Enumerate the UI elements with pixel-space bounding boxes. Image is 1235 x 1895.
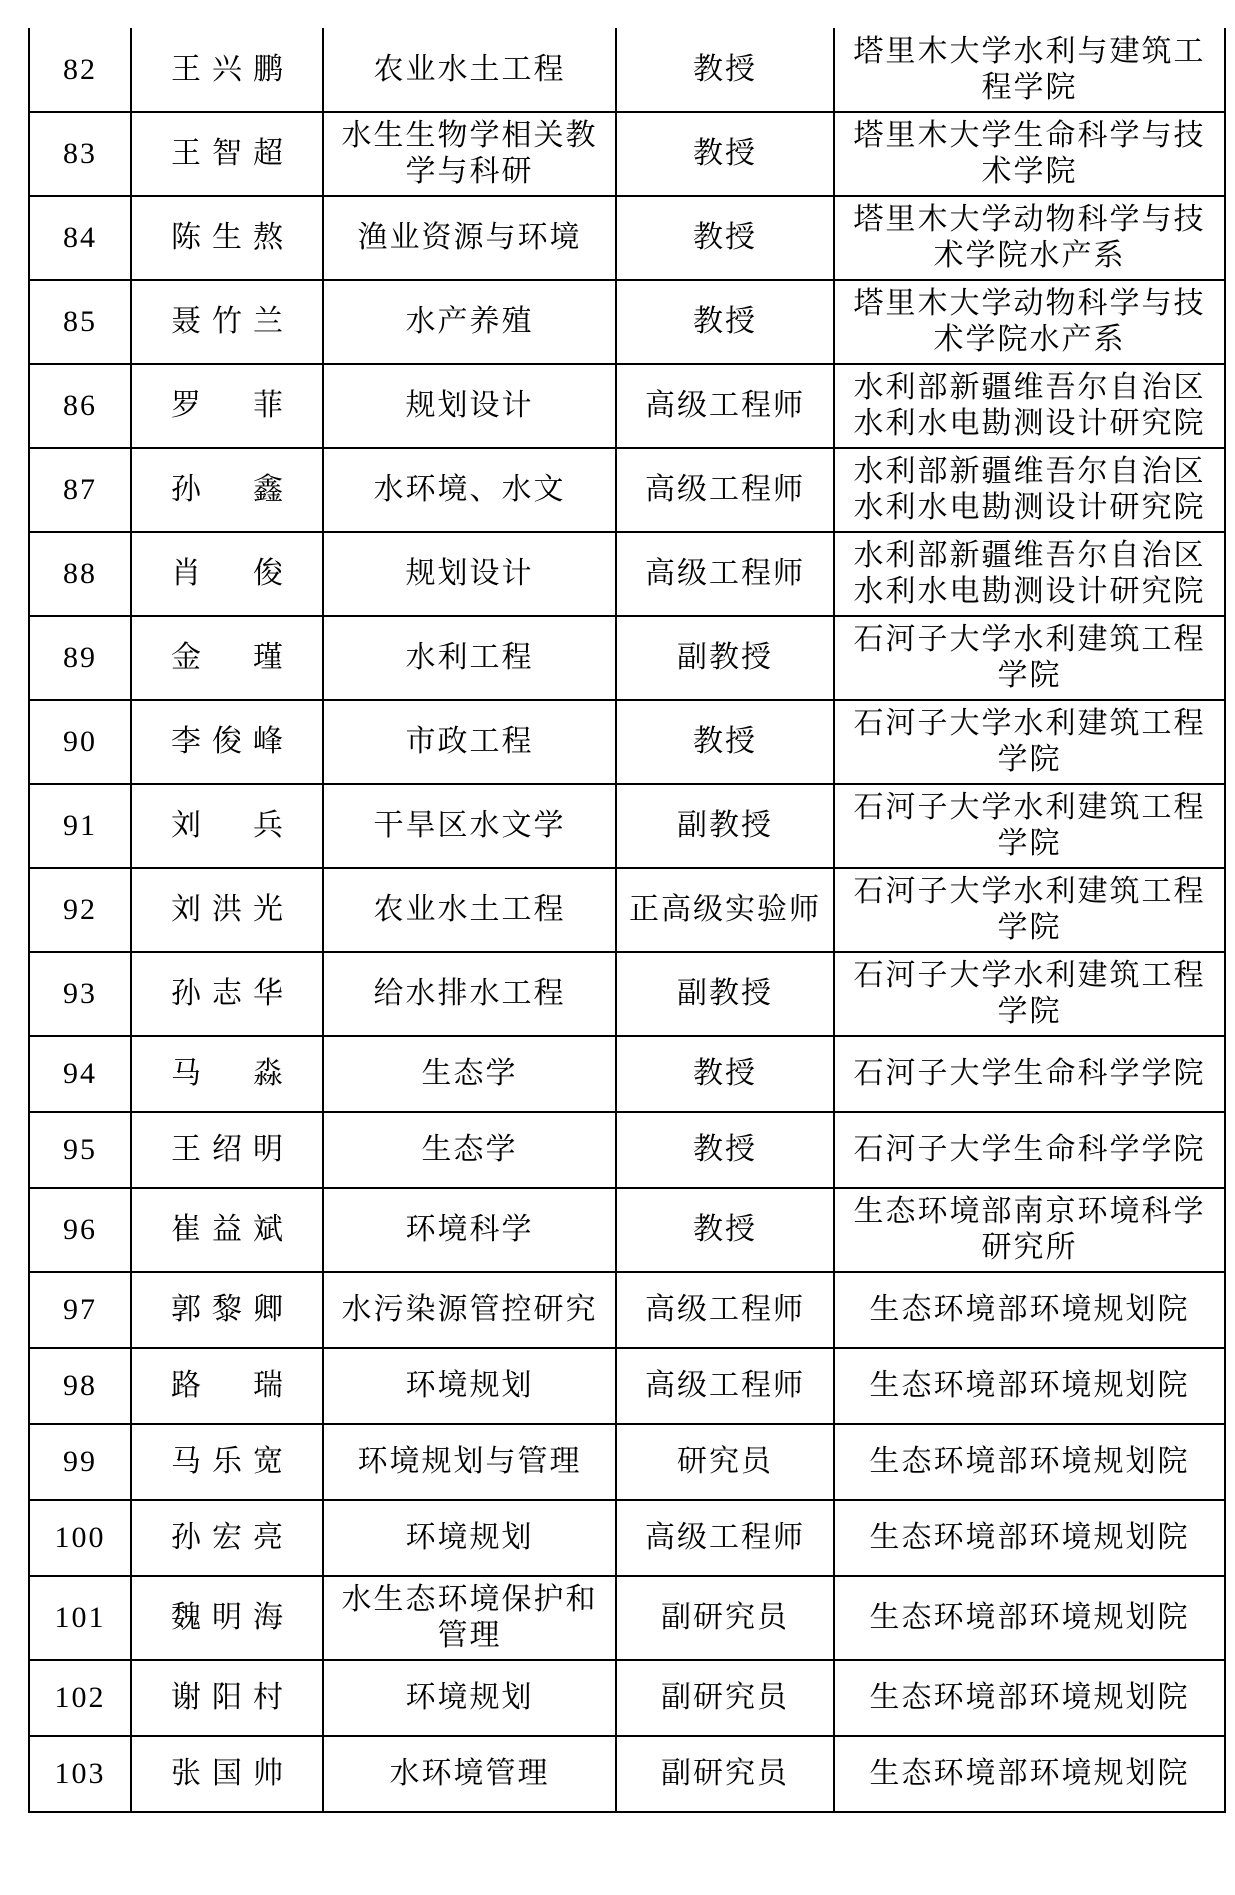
institution-text: 石河子大学水利建筑工程学院: [853, 707, 1206, 776]
table-row: [29, 1736, 1225, 1812]
cell-name: [131, 1576, 323, 1660]
institution-text: 石河子大学生命科学学院: [853, 1057, 1206, 1090]
institution-text: 生态环境部环境规划院: [869, 1757, 1190, 1790]
cell-institution: [834, 532, 1225, 616]
row-number-text: 92: [63, 893, 97, 926]
name-text: 孙志华: [171, 977, 294, 1010]
name-text: 崔益斌: [171, 1213, 294, 1246]
cell-row-number: [29, 1348, 131, 1424]
experts-table-body: [29, 28, 1225, 1812]
specialty-text: 干旱区水文学: [373, 809, 566, 842]
table-row: [29, 1424, 1225, 1500]
cell-institution: [834, 1660, 1225, 1736]
title-text: 教授: [693, 725, 757, 758]
cell-specialty: [323, 1188, 616, 1272]
row-number-text: 87: [63, 473, 97, 506]
name-text: 金 瑾: [171, 641, 294, 674]
cell-row-number: [29, 868, 131, 952]
specialty-text: 给水排水工程: [373, 977, 566, 1010]
cell-title: [616, 1424, 834, 1500]
cell-row-number: [29, 1112, 131, 1188]
cell-row-number: [29, 952, 131, 1036]
name-text: 孙 鑫: [171, 473, 294, 506]
title-text: 研究员: [677, 1445, 773, 1478]
cell-row-number: [29, 1576, 131, 1660]
name-text: 刘洪光: [171, 893, 294, 926]
cell-row-number: [29, 280, 131, 364]
row-number-text: 91: [63, 809, 97, 842]
cell-institution: [834, 1036, 1225, 1112]
title-text: 高级工程师: [645, 1293, 805, 1326]
row-number-text: 93: [63, 977, 97, 1010]
table-row: [29, 1500, 1225, 1576]
specialty-text: 环境规划与管理: [357, 1445, 582, 1478]
row-number-text: 84: [63, 221, 97, 254]
cell-specialty: [323, 532, 616, 616]
cell-specialty: [323, 1036, 616, 1112]
cell-name: [131, 1348, 323, 1424]
cell-institution: [834, 280, 1225, 364]
table-row: [29, 1272, 1225, 1348]
name-text: 罗 菲: [171, 389, 294, 422]
cell-title: [616, 1576, 834, 1660]
name-text: 马乐宽: [171, 1445, 294, 1478]
institution-text: 石河子大学生命科学学院: [853, 1133, 1206, 1166]
title-text: 教授: [693, 1133, 757, 1166]
row-number-text: 95: [63, 1133, 97, 1166]
cell-specialty: [323, 1500, 616, 1576]
title-text: 副教授: [677, 641, 773, 674]
name-text: 孙宏亮: [171, 1521, 294, 1554]
title-text: 高级工程师: [645, 473, 805, 506]
institution-text: 生态环境部环境规划院: [869, 1445, 1190, 1478]
title-text: 副教授: [677, 977, 773, 1010]
cell-title: [616, 28, 834, 112]
specialty-text: 环境规划: [405, 1521, 534, 1554]
cell-name: [131, 868, 323, 952]
cell-name: [131, 364, 323, 448]
cell-institution: [834, 952, 1225, 1036]
cell-specialty: [323, 1660, 616, 1736]
table-row: [29, 1348, 1225, 1424]
row-number-text: 82: [63, 52, 97, 86]
title-text: 教授: [693, 1213, 757, 1246]
institution-text: 石河子大学水利建筑工程学院: [853, 623, 1206, 692]
name-text: 肖 俊: [171, 557, 294, 590]
cell-row-number: [29, 1188, 131, 1272]
title-text: 正高级实验师: [629, 893, 821, 926]
cell-name: [131, 1660, 323, 1736]
cell-name: [131, 616, 323, 700]
cell-row-number: [29, 112, 131, 196]
specialty-text: 农业水土工程: [373, 52, 566, 86]
cell-title: [616, 1348, 834, 1424]
specialty-text: 水环境管理: [389, 1757, 550, 1790]
row-number-text: 103: [54, 1757, 106, 1790]
table-row: [29, 868, 1225, 952]
cell-institution: [834, 448, 1225, 532]
name-text: 王绍明: [171, 1133, 294, 1166]
cell-specialty: [323, 280, 616, 364]
table-row: [29, 364, 1225, 448]
institution-text: 水利部新疆维吾尔自治区水利水电勘测设计研究院: [853, 539, 1206, 608]
specialty-text: 规划设计: [405, 389, 534, 422]
specialty-text: 水产养殖: [405, 305, 534, 338]
row-number-text: 90: [63, 725, 97, 758]
cell-specialty: [323, 1348, 616, 1424]
institution-text: 生态环境部环境规划院: [869, 1369, 1190, 1402]
title-text: 副研究员: [661, 1681, 789, 1714]
cell-name: [131, 1500, 323, 1576]
cell-title: [616, 1736, 834, 1812]
cell-title: [616, 112, 834, 196]
cell-name: [131, 1272, 323, 1348]
table-row: [29, 1188, 1225, 1272]
cell-institution: [834, 1576, 1225, 1660]
cell-title: [616, 784, 834, 868]
cell-row-number: [29, 1036, 131, 1112]
name-text: 路 瑞: [171, 1369, 294, 1402]
cell-institution: [834, 784, 1225, 868]
table-row: [29, 700, 1225, 784]
name-text: 刘 兵: [171, 809, 294, 842]
cell-institution: [834, 112, 1225, 196]
specialty-text: 农业水土工程: [373, 893, 566, 926]
specialty-text: 市政工程: [405, 725, 534, 758]
cell-specialty: [323, 1272, 616, 1348]
cell-title: [616, 364, 834, 448]
table-row: [29, 1660, 1225, 1736]
cell-title: [616, 868, 834, 952]
institution-text: 生态环境部环境规划院: [869, 1293, 1190, 1326]
institution-text: 塔里木大学水利与建筑工程学院: [853, 34, 1206, 104]
row-number-text: 88: [63, 557, 97, 590]
institution-text: 石河子大学水利建筑工程学院: [853, 875, 1206, 944]
cell-institution: [834, 868, 1225, 952]
title-text: 教授: [693, 52, 757, 86]
institution-text: 生态环境部环境规划院: [869, 1521, 1190, 1554]
title-text: 教授: [693, 305, 757, 338]
title-text: 副研究员: [661, 1757, 789, 1790]
specialty-text: 渔业资源与环境: [357, 221, 582, 254]
cell-name: [131, 532, 323, 616]
cell-title: [616, 532, 834, 616]
cell-row-number: [29, 28, 131, 112]
specialty-text: 环境科学: [405, 1213, 534, 1246]
cell-specialty: [323, 1112, 616, 1188]
cell-specialty: [323, 364, 616, 448]
cell-specialty: [323, 112, 616, 196]
specialty-text: 生态学: [421, 1133, 518, 1166]
table-row: [29, 532, 1225, 616]
title-text: 教授: [693, 137, 757, 170]
name-text: 张国帅: [171, 1757, 294, 1790]
table-row: [29, 1036, 1225, 1112]
cell-title: [616, 196, 834, 280]
table-row: [29, 280, 1225, 364]
row-number-text: 86: [63, 389, 97, 422]
institution-text: 水利部新疆维吾尔自治区水利水电勘测设计研究院: [853, 455, 1206, 524]
cell-title: [616, 952, 834, 1036]
cell-specialty: [323, 952, 616, 1036]
cell-name: [131, 952, 323, 1036]
cell-institution: [834, 364, 1225, 448]
cell-title: [616, 1112, 834, 1188]
table-row: [29, 952, 1225, 1036]
specialty-text: 生态学: [421, 1057, 518, 1090]
specialty-text: 环境规划: [405, 1681, 534, 1714]
specialty-text: 水生生物学相关教学与科研: [341, 119, 598, 188]
cell-institution: [834, 1188, 1225, 1272]
institution-text: 生态环境部环境规划院: [869, 1681, 1190, 1714]
row-number-text: 85: [63, 305, 97, 338]
name-text: 陈生熬: [171, 221, 294, 254]
cell-row-number: [29, 784, 131, 868]
cell-name: [131, 1036, 323, 1112]
cell-name: [131, 196, 323, 280]
cell-specialty: [323, 28, 616, 112]
cell-title: [616, 700, 834, 784]
cell-row-number: [29, 700, 131, 784]
cell-name: [131, 280, 323, 364]
title-text: 高级工程师: [645, 1369, 805, 1402]
cell-name: [131, 112, 323, 196]
row-number-text: 83: [63, 137, 97, 170]
title-text: 副研究员: [661, 1601, 789, 1634]
cell-title: [616, 1036, 834, 1112]
table-row: [29, 112, 1225, 196]
specialty-text: 水环境、水文: [373, 473, 566, 506]
cell-title: [616, 1660, 834, 1736]
institution-text: 水利部新疆维吾尔自治区水利水电勘测设计研究院: [853, 371, 1206, 440]
institution-text: 塔里木大学动物科学与技术学院水产系: [853, 287, 1206, 356]
table-row: [29, 196, 1225, 280]
cell-specialty: [323, 868, 616, 952]
institution-text: 生态环境部环境规划院: [869, 1601, 1190, 1634]
cell-name: [131, 784, 323, 868]
title-text: 高级工程师: [645, 1521, 805, 1554]
cell-specialty: [323, 700, 616, 784]
table-row: [29, 1576, 1225, 1660]
cell-row-number: [29, 364, 131, 448]
cell-row-number: [29, 1272, 131, 1348]
cell-specialty: [323, 616, 616, 700]
experts-table: [28, 28, 1226, 1813]
row-number-text: 94: [63, 1057, 97, 1090]
specialty-text: 水利工程: [405, 641, 534, 674]
cell-row-number: [29, 532, 131, 616]
table-row: [29, 616, 1225, 700]
cell-title: [616, 616, 834, 700]
institution-text: 石河子大学水利建筑工程学院: [853, 791, 1206, 860]
cell-row-number: [29, 1736, 131, 1812]
name-text: 马 淼: [171, 1057, 294, 1090]
name-text: 王智超: [171, 137, 294, 170]
cell-row-number: [29, 1660, 131, 1736]
name-text: 郭黎卿: [171, 1293, 294, 1326]
institution-text: 塔里木大学生命科学与技术学院: [853, 119, 1206, 188]
title-text: 教授: [693, 1057, 757, 1090]
table-row: [29, 448, 1225, 532]
cell-name: [131, 1112, 323, 1188]
title-text: 副教授: [677, 809, 773, 842]
cell-title: [616, 448, 834, 532]
cell-title: [616, 1500, 834, 1576]
cell-name: [131, 1188, 323, 1272]
row-number-text: 100: [54, 1521, 106, 1554]
cell-name: [131, 1736, 323, 1812]
cell-specialty: [323, 448, 616, 532]
specialty-text: 水污染源管控研究: [341, 1293, 598, 1326]
specialty-text: 水生态环境保护和管理: [341, 1583, 598, 1652]
cell-specialty: [323, 1736, 616, 1812]
cell-row-number: [29, 448, 131, 532]
cell-institution: [834, 1736, 1225, 1812]
cell-name: [131, 448, 323, 532]
name-text: 魏明海: [171, 1601, 294, 1634]
table-row: [29, 28, 1225, 112]
row-number-text: 101: [54, 1601, 106, 1634]
name-text: 谢阳村: [171, 1681, 294, 1714]
row-number-text: 97: [63, 1293, 97, 1326]
title-text: 高级工程师: [645, 389, 805, 422]
cell-title: [616, 1272, 834, 1348]
specialty-text: 规划设计: [405, 557, 534, 590]
cell-institution: [834, 1500, 1225, 1576]
experts-table-container: [28, 28, 1226, 1813]
row-number-text: 89: [63, 641, 97, 674]
cell-institution: [834, 1424, 1225, 1500]
name-text: 李俊峰: [171, 725, 294, 758]
row-number-text: 98: [63, 1369, 97, 1402]
cell-institution: [834, 28, 1225, 112]
institution-text: 生态环境部南京环境科学研究所: [853, 1195, 1206, 1264]
table-row: [29, 784, 1225, 868]
cell-name: [131, 28, 323, 112]
cell-name: [131, 700, 323, 784]
cell-institution: [834, 1272, 1225, 1348]
cell-name: [131, 1424, 323, 1500]
name-text: 王兴鹏: [171, 52, 294, 86]
cell-row-number: [29, 1500, 131, 1576]
cell-specialty: [323, 1424, 616, 1500]
cell-institution: [834, 1112, 1225, 1188]
cell-row-number: [29, 1424, 131, 1500]
cell-institution: [834, 196, 1225, 280]
table-row: [29, 1112, 1225, 1188]
institution-text: 塔里木大学动物科学与技术学院水产系: [853, 203, 1206, 272]
cell-specialty: [323, 196, 616, 280]
cell-specialty: [323, 1576, 616, 1660]
specialty-text: 环境规划: [405, 1369, 534, 1402]
row-number-text: 102: [54, 1681, 106, 1714]
cell-specialty: [323, 784, 616, 868]
title-text: 教授: [693, 221, 757, 254]
cell-row-number: [29, 616, 131, 700]
row-number-text: 99: [63, 1445, 97, 1478]
cell-title: [616, 1188, 834, 1272]
institution-text: 石河子大学水利建筑工程学院: [853, 959, 1206, 1028]
cell-institution: [834, 1348, 1225, 1424]
cell-row-number: [29, 196, 131, 280]
name-text: 聂竹兰: [171, 305, 294, 338]
cell-title: [616, 280, 834, 364]
title-text: 高级工程师: [645, 557, 805, 590]
cell-institution: [834, 616, 1225, 700]
cell-institution: [834, 700, 1225, 784]
row-number-text: 96: [63, 1213, 97, 1246]
